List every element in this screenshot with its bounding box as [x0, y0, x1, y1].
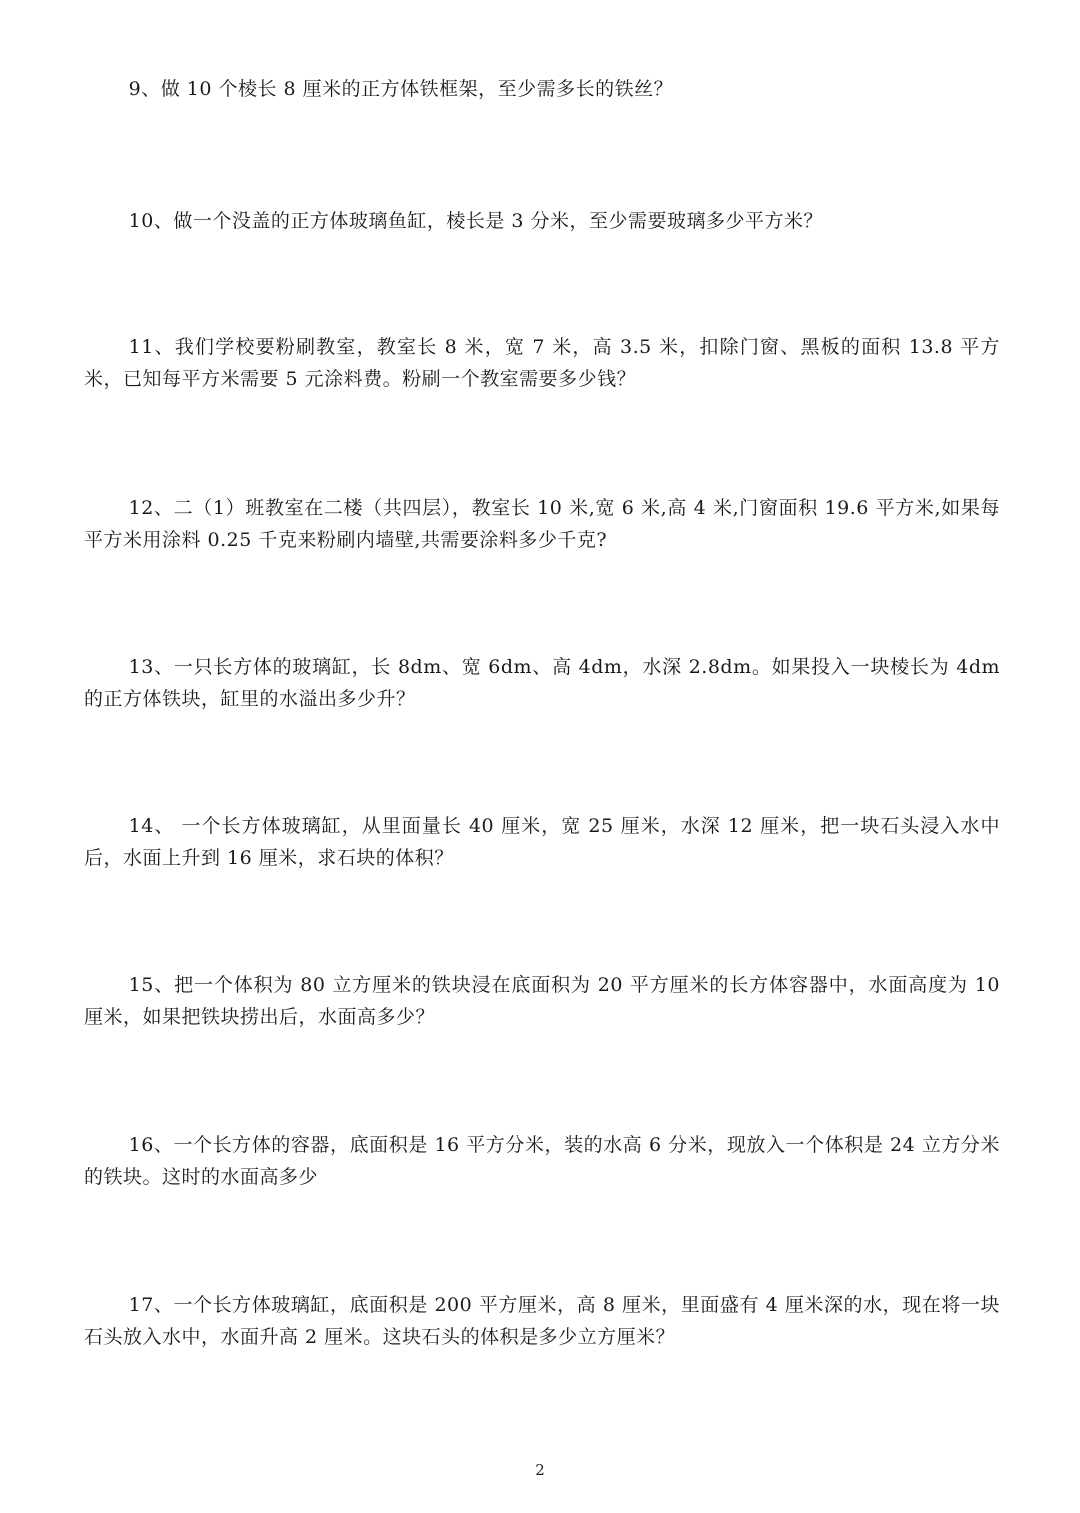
question-15: 15、把一个体积为 80 立方厘米的铁块浸在底面积为 20 平方厘米的长方体容器中，水面高度为 10 厘米，如果把铁块捞出后，水面高多少？ — [84, 974, 1000, 1028]
question-14: 14、 一个长方体玻璃缸，从里面量长 40 厘米，宽 25 厘米，水深 12 厘米，把一块石头浸入水中后，水面上升到 16 厘米，求石块的体积？ — [84, 815, 1000, 869]
question-13: 13、一只长方体的玻璃缸，长 8dm、宽 6dm、高 4dm，水深 2.8dm。如果投入一块棱长为 4dm 的正方体铁块，缸里的水溢出多少升？ — [84, 656, 1000, 710]
question-10: 10、做一个没盖的正方体玻璃鱼缸，棱长是 3 分米，至少需要玻璃多少平方米？ — [128, 210, 823, 232]
question-17: 17、一个长方体玻璃缸，底面积是 200 平方厘米，高 8 厘米，里面盛有 4 厘米深的水，现在将一块石头放入水中，水面升高 2 厘米。这块石头的体积是多少立方厘米？ — [84, 1294, 1000, 1348]
question-9: 9、做 10 个棱长 8 厘米的正方体铁框架，至少需多长的铁丝？ — [128, 78, 674, 100]
question-12: 12、二（1）班教室在二楼（共四层），教室长 10 米,宽 6 米,高 4 米,门窗面积 19.6 平方米,如果每平方米用涂料 0.25 千克来粉刷内墙壁,共需要涂料多少千克? — [84, 497, 1000, 551]
question-11: 11、我们学校要粉刷教室，教室长 8 米，宽 7 米，高 3.5 米，扣除门窗、黑板的面积 13.8 平方米，已知每平方米需要 5 元涂料费。粉刷一个教室需要多少钱？ — [84, 336, 1000, 390]
page-number: 2 — [535, 1461, 545, 1479]
question-16: 16、一个长方体的容器，底面积是 16 平方分米，装的水高 6 分米，现放入一个体积是 24 立方分米的铁块。这时的水面高多少 — [84, 1134, 1000, 1188]
